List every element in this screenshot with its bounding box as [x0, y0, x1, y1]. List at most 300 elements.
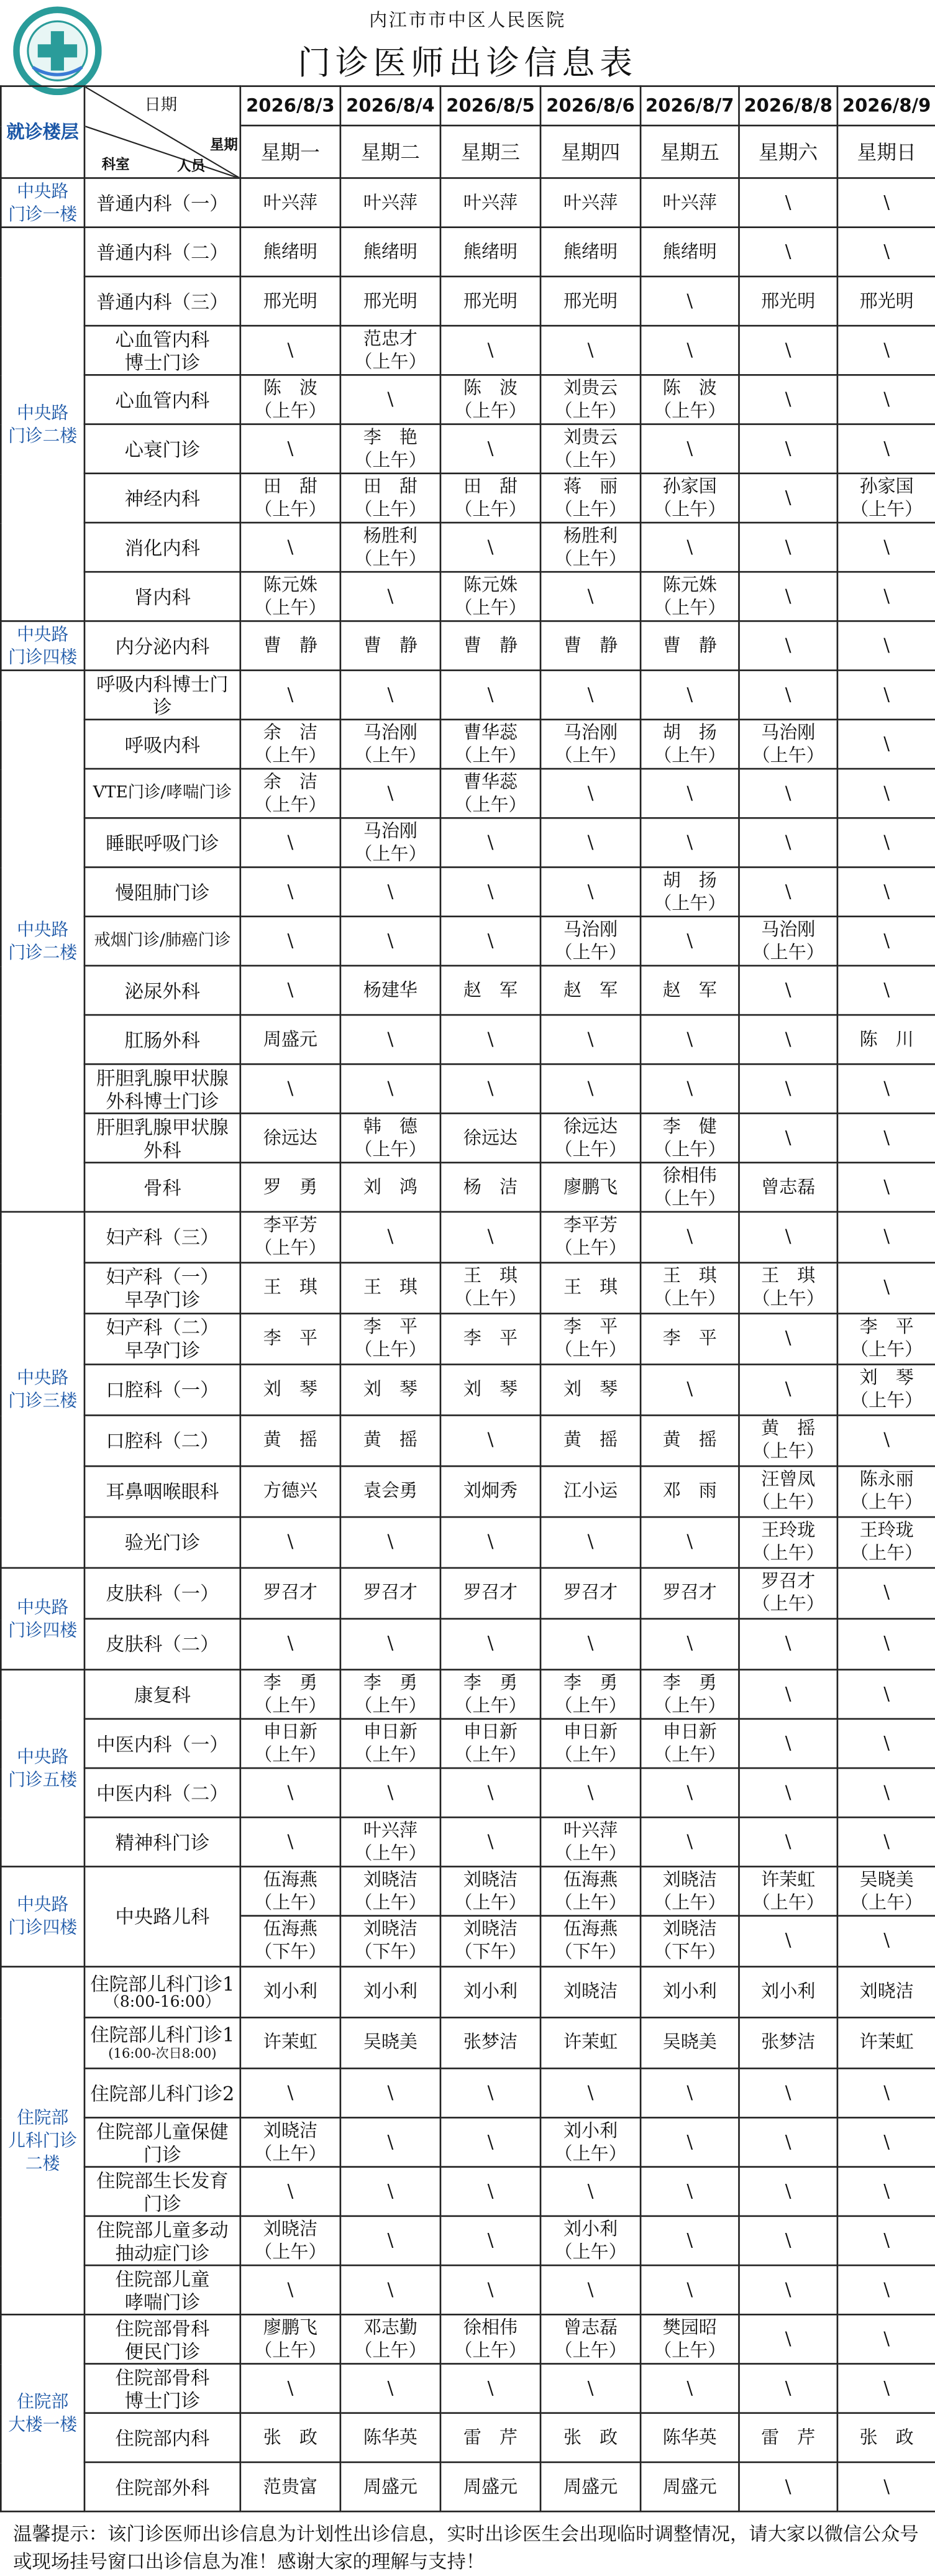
dept-line: 外科: [144, 1138, 181, 1162]
doctor-cell: \: [739, 1768, 837, 1817]
doctor-cell: \: [340, 1619, 440, 1670]
table-row: [1, 966, 935, 1015]
doctor-cell: \: [240, 2068, 340, 2117]
dept-cell: [84, 1719, 240, 1768]
cell-line: 陈 波: [463, 376, 518, 398]
doctor-cell: 杨 洁: [440, 1163, 540, 1212]
cell-note: （上午）: [654, 1891, 726, 1913]
cell-note: （上午）: [254, 2339, 327, 2361]
doctor-cell: 曹 静: [240, 621, 340, 670]
doctor-cell: \: [240, 1517, 340, 1568]
doctor-cell: [540, 424, 641, 474]
doctor-cell: [340, 424, 440, 474]
doctor-cell: \: [837, 1163, 935, 1212]
doctor-cell: \: [240, 917, 340, 966]
doctor-cell: \: [739, 671, 837, 720]
doctor-cell: \: [739, 621, 837, 670]
doctor-cell: [540, 375, 641, 424]
cell-line: 刘晓洁: [263, 2119, 317, 2141]
cell-note: （上午）: [554, 449, 627, 470]
doctor-cell: [540, 1314, 641, 1365]
cell-line: 汪曾凤: [761, 1469, 816, 1490]
date-header: 2026/8/7: [641, 86, 739, 126]
doctor-cell: \: [440, 2068, 540, 2117]
doctor-cell: [641, 474, 739, 523]
doctor-cell: \: [240, 523, 340, 572]
dept-line: 妇产科（三）: [106, 1226, 219, 1249]
doctor-cell: [240, 1916, 340, 1967]
doctor-cell: 赵 军: [440, 966, 540, 1015]
doctor-cell: 刘 琴: [440, 1364, 540, 1415]
cell-line: 余 洁: [263, 721, 317, 743]
doctor-cell: \: [641, 818, 739, 867]
doctor-cell: \: [837, 867, 935, 916]
doctor-cell: 曹 静: [540, 621, 641, 670]
doctor-cell: \: [641, 1619, 739, 1670]
dept-line: 普通内科（三）: [96, 290, 229, 313]
weekday-header: 星期五: [641, 126, 739, 178]
cell-line: 李 健: [662, 1115, 717, 1137]
doctor-cell: 张 政: [540, 2413, 641, 2462]
cell-note: （上午）: [254, 1237, 327, 1259]
dept-line: 泌尿外科: [124, 978, 201, 1002]
doctor-cell: \: [739, 769, 837, 818]
cell-line: 王 琪: [761, 1265, 816, 1287]
doctor-cell: [641, 572, 739, 621]
table-row: [1, 424, 935, 474]
doctor-cell: [340, 523, 440, 572]
dept-cell: [84, 818, 240, 867]
cell-note: （上午）: [354, 1841, 427, 1864]
doctor-cell: [340, 720, 440, 769]
doctor-cell: 邢光明: [440, 277, 540, 326]
table-row: [1, 2017, 935, 2068]
doctor-cell: \: [837, 1415, 935, 1466]
dept-cell: [84, 1114, 240, 1163]
doctor-cell: [540, 917, 641, 966]
doctor-cell: \: [837, 671, 935, 720]
doctor-cell: \: [641, 1015, 739, 1064]
doctor-cell: \: [340, 2363, 440, 2413]
dept-line: 早孕门诊: [124, 1339, 201, 1362]
doctor-cell: 张梦洁: [739, 2017, 837, 2068]
cell-note: （上午）: [454, 744, 527, 766]
cell-line: 叶兴萍: [363, 1818, 417, 1841]
dept-line: 心血管内科: [115, 388, 210, 411]
floor-cell: [1, 1967, 84, 2315]
doctor-cell: 曹 静: [641, 621, 739, 670]
doctor-cell: [739, 720, 837, 769]
cell-line: 李 平: [563, 1316, 618, 1337]
doctor-cell: [340, 1866, 440, 1915]
table-row: [1, 621, 935, 670]
doctor-cell: \: [340, 1212, 440, 1263]
doctor-cell: 赵 军: [540, 966, 641, 1015]
cell-note: （上午）: [354, 744, 427, 766]
doctor-cell: \: [641, 523, 739, 572]
doctor-cell: 周盛元: [641, 2462, 739, 2511]
doctor-cell: \: [641, 1364, 739, 1415]
doctor-cell: \: [739, 1114, 837, 1163]
doctor-cell: \: [739, 178, 837, 227]
doctor-cell: [240, 474, 340, 523]
doctor-cell: \: [837, 720, 935, 769]
dept-line: 口腔科（二）: [106, 1429, 219, 1452]
table-row: [1, 2068, 935, 2117]
dept-cell: [84, 966, 240, 1015]
cell-note: （上午）: [654, 1138, 726, 1160]
doctor-cell: \: [240, 2363, 340, 2413]
doctor-cell: \: [837, 1670, 935, 1719]
dept-cell: [84, 1163, 240, 1212]
cell-line: 蒋 丽: [563, 475, 618, 497]
doctor-cell: \: [739, 1670, 837, 1719]
cell-note: （上午）: [254, 744, 327, 766]
doctor-cell: \: [837, 1817, 935, 1866]
doctor-cell: 叶兴萍: [641, 178, 739, 227]
doctor-cell: [540, 1866, 641, 1915]
date-label: 日期: [144, 96, 178, 115]
floor-line: 门诊一楼: [8, 204, 78, 224]
floor-cell: [1, 671, 84, 1212]
cell-note: （上午）: [354, 2339, 427, 2361]
doctor-cell: [340, 1719, 440, 1768]
doctor-cell: \: [540, 326, 641, 375]
doctor-cell: \: [739, 2117, 837, 2166]
cell-line: 罗召才: [761, 1570, 816, 1592]
table-row: [1, 178, 935, 227]
doctor-cell: \: [641, 277, 739, 326]
dept-cell: [84, 1263, 240, 1314]
doctor-cell: \: [240, 326, 340, 375]
dept-cell: [84, 1817, 240, 1866]
cell-note: （上午）: [654, 596, 726, 618]
dept-line: 消化内科: [124, 536, 201, 559]
cell-note: （上午）: [354, 1694, 427, 1716]
doctor-cell: 叶兴萍: [540, 178, 641, 227]
dept-line: 耳鼻咽喉眼科: [106, 1480, 219, 1503]
dept-cell: [84, 375, 240, 424]
dept-cell: [84, 572, 240, 621]
cell-line: 余 洁: [263, 770, 317, 792]
cell-note: （上午）: [354, 498, 427, 520]
cell-line: 刘晓洁: [662, 1868, 717, 1890]
doctor-cell: 黄 摇: [240, 1415, 340, 1466]
cell-line: 杨胜利: [363, 524, 417, 546]
dept-line: 住院部骨科: [115, 2365, 210, 2389]
person-label: 人员: [177, 159, 206, 176]
doctor-cell: 罗 勇: [240, 1163, 340, 1212]
cell-line: 李 勇: [363, 1671, 417, 1693]
cell-note: （上午）: [354, 842, 427, 864]
dept-line: 康复科: [134, 1682, 191, 1706]
dept-line: VTE门诊/哮喘门诊: [93, 783, 232, 802]
cell-line: 廖鹏飞: [263, 2316, 317, 2338]
dept-cell: [84, 917, 240, 966]
cell-note: （上午）: [554, 744, 627, 766]
doctor-cell: \: [540, 1064, 641, 1113]
dept-line: 哮喘门诊: [124, 2290, 201, 2313]
doctor-cell: \: [739, 474, 837, 523]
dept-line: 住院部儿童: [115, 2267, 210, 2290]
cell-line: 李 勇: [263, 1671, 317, 1693]
doctor-cell: [240, 2117, 340, 2166]
doctor-cell: [739, 1517, 837, 1568]
table-row: [1, 917, 935, 966]
doctor-cell: \: [837, 2314, 935, 2363]
doctor-cell: 刘晓洁: [837, 1967, 935, 2018]
cell-line: 申日新: [463, 1720, 518, 1742]
date-header: 2026/8/8: [739, 86, 837, 126]
cell-line: 王玲珑: [761, 1519, 816, 1541]
table-row: [1, 1866, 935, 1915]
doctor-cell: 叶兴萍: [240, 178, 340, 227]
cell-note: （上午）: [752, 1891, 824, 1913]
doctor-cell: \: [440, 1415, 540, 1466]
doctor-cell: [641, 720, 739, 769]
doctor-cell: 王 琪: [540, 1263, 641, 1314]
floor-line: 门诊二楼: [8, 426, 78, 446]
doctor-cell: \: [739, 2462, 837, 2511]
doctor-cell: \: [837, 966, 935, 1015]
cell-note: （上午）: [354, 1138, 427, 1160]
doctor-cell: 叶兴萍: [340, 178, 440, 227]
doctor-cell: \: [240, 1619, 340, 1670]
doctor-cell: \: [440, 1212, 540, 1263]
doctor-cell: \: [837, 1114, 935, 1163]
dept-cell: [84, 2462, 240, 2511]
doctor-cell: 杨建华: [340, 966, 440, 1015]
dept-line: 神经内科: [124, 486, 201, 510]
floor-line: 门诊五楼: [8, 1769, 78, 1790]
cell-line: 杨胜利: [563, 524, 618, 546]
doctor-cell: [540, 1817, 641, 1866]
cell-line: 徐相伟: [662, 1164, 717, 1186]
doctor-cell: \: [837, 621, 935, 670]
dept-cell: [84, 326, 240, 375]
cell-line: 李平芳: [263, 1214, 317, 1236]
cell-note: （上午）: [554, 547, 627, 569]
doctor-cell: \: [739, 1364, 837, 1415]
table-row: [1, 1114, 935, 1163]
cell-line: 申日新: [263, 1720, 317, 1742]
cell-note: （上午）: [554, 1841, 627, 1864]
cell-line: 伍海燕: [563, 1868, 618, 1890]
cell-note: （上午）: [354, 1891, 427, 1913]
table-row: [1, 818, 935, 867]
table-row: [1, 1967, 935, 2018]
dept-line: 骨科: [144, 1175, 181, 1199]
cell-line: 田 甜: [263, 475, 317, 497]
doctor-cell: \: [340, 2117, 440, 2166]
doctor-cell: \: [641, 326, 739, 375]
doctor-cell: \: [240, 671, 340, 720]
doctor-cell: \: [440, 2167, 540, 2216]
doctor-cell: 李 平: [240, 1314, 340, 1365]
cell-note: （下午）: [554, 1941, 627, 1963]
dept-line: 皮肤科（二）: [106, 1633, 219, 1656]
cell-line: 刘晓洁: [263, 2217, 317, 2239]
dept-cell: [84, 621, 240, 670]
doctor-cell: \: [440, 1517, 540, 1568]
dept-cell: [84, 1466, 240, 1517]
cell-note: （下午）: [654, 1941, 726, 1963]
table-row: [1, 2413, 935, 2462]
doctor-cell: \: [540, 769, 641, 818]
floor-line: 门诊二楼: [8, 942, 78, 963]
doctor-cell: [739, 1263, 837, 1314]
doctor-cell: [739, 1568, 837, 1619]
cell-note: （上午）: [454, 2339, 527, 2361]
cell-line: 王 琪: [463, 1265, 518, 1287]
table-row: [1, 277, 935, 326]
doctor-cell: \: [837, 1768, 935, 1817]
dept-line: 肝胆乳腺甲状腺: [96, 1115, 229, 1139]
doctor-cell: [240, 375, 340, 424]
floor-line: 儿科门诊: [8, 2130, 78, 2151]
cell-note: （上午）: [454, 1694, 527, 1716]
doctor-cell: \: [240, 1064, 340, 1113]
doctor-cell: 赵 军: [641, 966, 739, 1015]
table-row: [1, 2167, 935, 2216]
doctor-cell: 雷 芹: [739, 2413, 837, 2462]
floor-cell: [1, 1866, 84, 1966]
doctor-cell: \: [540, 1015, 641, 1064]
cell-line: 范忠才: [363, 327, 417, 349]
doctor-cell: [641, 1263, 739, 1314]
cell-note: （上午）: [554, 2142, 627, 2164]
cell-note: （上午）: [752, 1492, 824, 1513]
doctor-cell: \: [340, 1517, 440, 1568]
dept-cell: [84, 1212, 240, 1263]
page-title: 门诊医师出诊信息表: [298, 42, 637, 83]
doctor-cell: \: [340, 867, 440, 916]
doctor-cell: [641, 1670, 739, 1719]
doctor-cell: [440, 1866, 540, 1915]
cell-line: 韩 德: [363, 1115, 417, 1137]
doctor-cell: [641, 1114, 739, 1163]
floor-line: 中央路: [17, 1368, 69, 1388]
table-row: [1, 720, 935, 769]
cell-line: 刘 琴: [859, 1367, 914, 1388]
table-row: [1, 572, 935, 621]
floor-line: 住院部: [17, 2107, 69, 2128]
doctor-cell: 周盛元: [440, 2462, 540, 2511]
cell-line: 田 甜: [463, 475, 518, 497]
doctor-cell: \: [540, 818, 641, 867]
doctor-cell: \: [837, 424, 935, 474]
dept-line: 心血管内科: [115, 327, 210, 351]
doctor-cell: \: [540, 671, 641, 720]
cell-line: 申日新: [363, 1720, 417, 1742]
doctor-cell: \: [240, 424, 340, 474]
doctor-cell: \: [340, 2167, 440, 2216]
doctor-cell: \: [340, 572, 440, 621]
doctor-cell: 黄 摇: [340, 1415, 440, 1466]
cell-note: （上午）: [554, 1138, 627, 1160]
doctor-cell: \: [540, 1619, 641, 1670]
cell-note: （上午）: [654, 1743, 726, 1765]
table-row: [1, 2363, 935, 2413]
cell-line: 徐相伟: [463, 2316, 518, 2338]
doctor-cell: \: [739, 2068, 837, 2117]
doctor-cell: \: [739, 1719, 837, 1768]
cell-note: （上午）: [554, 1743, 627, 1765]
doctor-cell: \: [837, 2216, 935, 2265]
doctor-cell: [837, 1866, 935, 1915]
date-header: 2026/8/4: [340, 86, 440, 126]
doctor-cell: \: [641, 424, 739, 474]
date-header: 2026/8/3: [240, 86, 340, 126]
dept-line: 门诊: [144, 2191, 181, 2215]
doctor-cell: 熊绪明: [540, 227, 641, 277]
cell-line: 马治刚: [761, 918, 816, 940]
doctor-cell: 吴晓美: [641, 2017, 739, 2068]
floor-cell: [1, 621, 84, 670]
doctor-cell: [540, 523, 641, 572]
doctor-cell: \: [837, 326, 935, 375]
cell-note: （上午）: [354, 547, 427, 569]
doctor-cell: 廖鹏飞: [540, 1163, 641, 1212]
doctor-cell: 周盛元: [240, 1015, 340, 1064]
floor-line: 中央路: [17, 919, 69, 940]
cell-line: 马治刚: [761, 721, 816, 743]
doctor-cell: \: [837, 2363, 935, 2413]
cell-line: 许茉虹: [761, 1868, 816, 1890]
doctor-cell: [440, 2314, 540, 2363]
dept-line: 博士门诊: [124, 350, 201, 374]
doctor-cell: \: [440, 326, 540, 375]
doctor-cell: 熊绪明: [641, 227, 739, 277]
doctor-cell: [340, 2314, 440, 2363]
doctor-cell: \: [837, 1263, 935, 1314]
doctor-cell: 刘小利: [340, 1967, 440, 2018]
doctor-cell: [540, 474, 641, 523]
doctor-cell: [240, 2314, 340, 2363]
doctor-cell: \: [340, 375, 440, 424]
dept-line: 诊: [153, 695, 172, 718]
doctor-cell: \: [837, 917, 935, 966]
cell-line: 马治刚: [563, 721, 618, 743]
table-row: [1, 523, 935, 572]
cell-line: 曾志磊: [563, 2316, 618, 2338]
date-header: 2026/8/9: [837, 86, 935, 126]
cell-line: 陈元姝: [662, 573, 717, 595]
dept-cell: [84, 2413, 240, 2462]
cell-note: （上午）: [454, 399, 527, 421]
doctor-cell: 江小运: [540, 1466, 641, 1517]
weekday-header: 星期二: [340, 126, 440, 178]
doctor-cell: 罗召才: [540, 1568, 641, 1619]
cell-line: 刘晓洁: [363, 1918, 417, 1940]
doctor-cell: [837, 1517, 935, 1568]
table-row: [1, 1670, 935, 1719]
doctor-cell: \: [340, 1015, 440, 1064]
dept-cell: [84, 1415, 240, 1466]
doctor-cell: \: [540, 572, 641, 621]
doctor-cell: 刘 琴: [340, 1364, 440, 1415]
table-row: [1, 671, 935, 720]
cell-line: 吴晓美: [859, 1868, 914, 1890]
doctor-cell: [440, 572, 540, 621]
cell-note: （上午）: [254, 2240, 327, 2262]
cell-line: 陈 波: [662, 376, 717, 398]
doctor-cell: [837, 1364, 935, 1415]
dept-cell: [84, 1015, 240, 1064]
cell-line: 伍海燕: [263, 1868, 317, 1890]
doctor-cell: \: [641, 2167, 739, 2216]
dept-cell: [84, 1364, 240, 1415]
